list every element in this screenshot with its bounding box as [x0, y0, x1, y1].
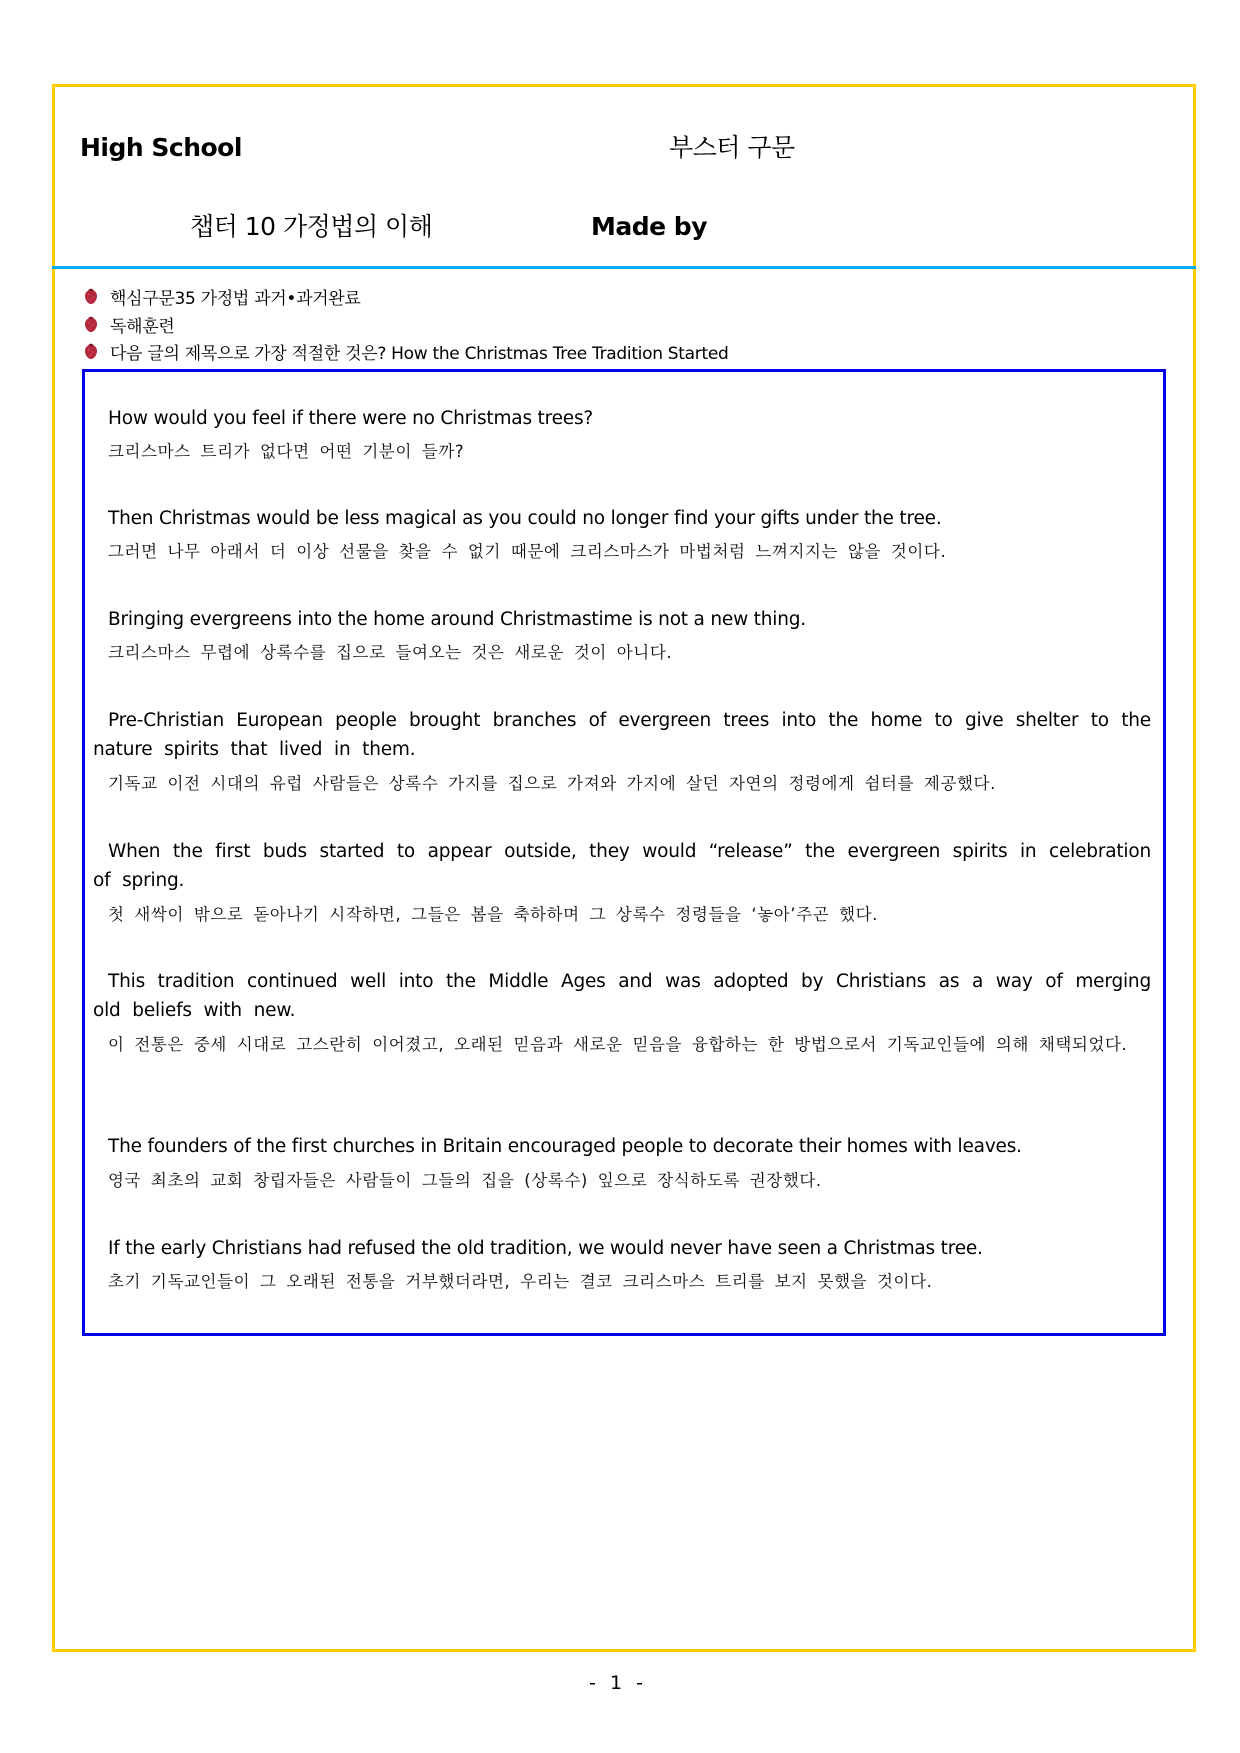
page-number: - 1 - — [589, 1672, 647, 1694]
passage-sentence-en: Bringing evergreens into the home around Christmastime is not a new thing. — [108, 609, 806, 630]
book-title: 부스터 구문 — [669, 133, 795, 162]
section-bullets — [84, 283, 728, 366]
strawberry-bullet-icon — [84, 343, 98, 360]
bullet-item-reading-practice — [84, 311, 728, 339]
passage-sentence-en: If the early Christians had refused the old tradition, we would never have seen a Christmas tree. — [108, 1238, 983, 1259]
passage-sentence-ko: 크리스마스 트리가 없다면 어떤 기분이 들까? — [108, 442, 465, 461]
bullet-item-question — [84, 338, 728, 366]
passage-sentence-ko: 기독교 이전 시대의 유럽 사람들은 상록수 가지를 집으로 가져와 가지에 살던 자연의 정령에게 쉼터를 제공했다. — [108, 774, 996, 793]
made-by-label: Made by — [591, 212, 707, 241]
chapter-title: 챕터 10 가정법의 이해 — [190, 212, 433, 241]
passage-sentence-ko: 이 전통은 중세 시대로 고스란히 이어졌고, 오래된 믿음과 새로운 믿음을 융합하는 한 방법으로서 기독교인들에 의해 채택되었다. — [108, 1035, 1128, 1054]
passage-sentence-ko: 크리스마스 무렵에 상록수를 집으로 들여오는 것은 새로운 것이 아니다. — [108, 643, 673, 662]
school-level-label: High School — [80, 133, 242, 162]
passage-sentence-ko: 첫 새싹이 밖으로 돋아나기 시작하면, 그들은 봄을 축하하며 그 상록수 정령들을 ‘놓아’주곤 했다. — [108, 905, 878, 924]
passage-sentence-en: Pre-Christian European people brought branches of evergreen trees into the home to give shelter to the nature spirits that lived in them. — [93, 710, 1151, 760]
passage-sentence-ko: 그러면 나무 아래서 더 이상 선물을 찾을 수 없기 때문에 크리스마스가 마법처럼 느껴지지는 않을 것이다. — [108, 542, 947, 561]
bullet-text: 독해훈련 — [110, 316, 175, 337]
passage-sentence-ko: 초기 기독교인들이 그 오래된 전통을 거부했더라면, 우리는 결코 크리스마스 트리를 보지 못했을 것이다. — [108, 1272, 933, 1291]
passage-sentence-ko: 영국 최초의 교회 창립자들은 사람들이 그들의 집을 (상록수) 잎으로 장식하도록 권장했다. — [108, 1171, 822, 1190]
bullet-item-key-construction — [84, 283, 728, 311]
bullet-text: 핵심구문35 가정법 과거•과거완료 — [110, 289, 361, 310]
passage-sentence-en: Then Christmas would be less magical as you could no longer find your gifts under the tree. — [108, 508, 942, 529]
strawberry-bullet-icon — [84, 288, 98, 305]
passage-sentence-en: The founders of the first churches in Britain encouraged people to decorate their homes with leaves. — [108, 1136, 1022, 1157]
strawberry-bullet-icon — [84, 316, 98, 333]
passage-sentence-en: When the first buds started to appear outside, they would “release” the evergreen spirits in celebration of spring. — [93, 841, 1151, 891]
bullet-text: 다음 글의 제목으로 가장 적절한 것은? How the Christmas Tree Tradition Started — [110, 344, 729, 365]
passage-sentence-en: How would you feel if there were no Christmas trees? — [108, 408, 594, 429]
passage-sentence-en: This tradition continued well into the Middle Ages and was adopted by Christians as a way of merging old beliefs with new. — [93, 971, 1151, 1021]
header-divider — [52, 266, 1196, 269]
